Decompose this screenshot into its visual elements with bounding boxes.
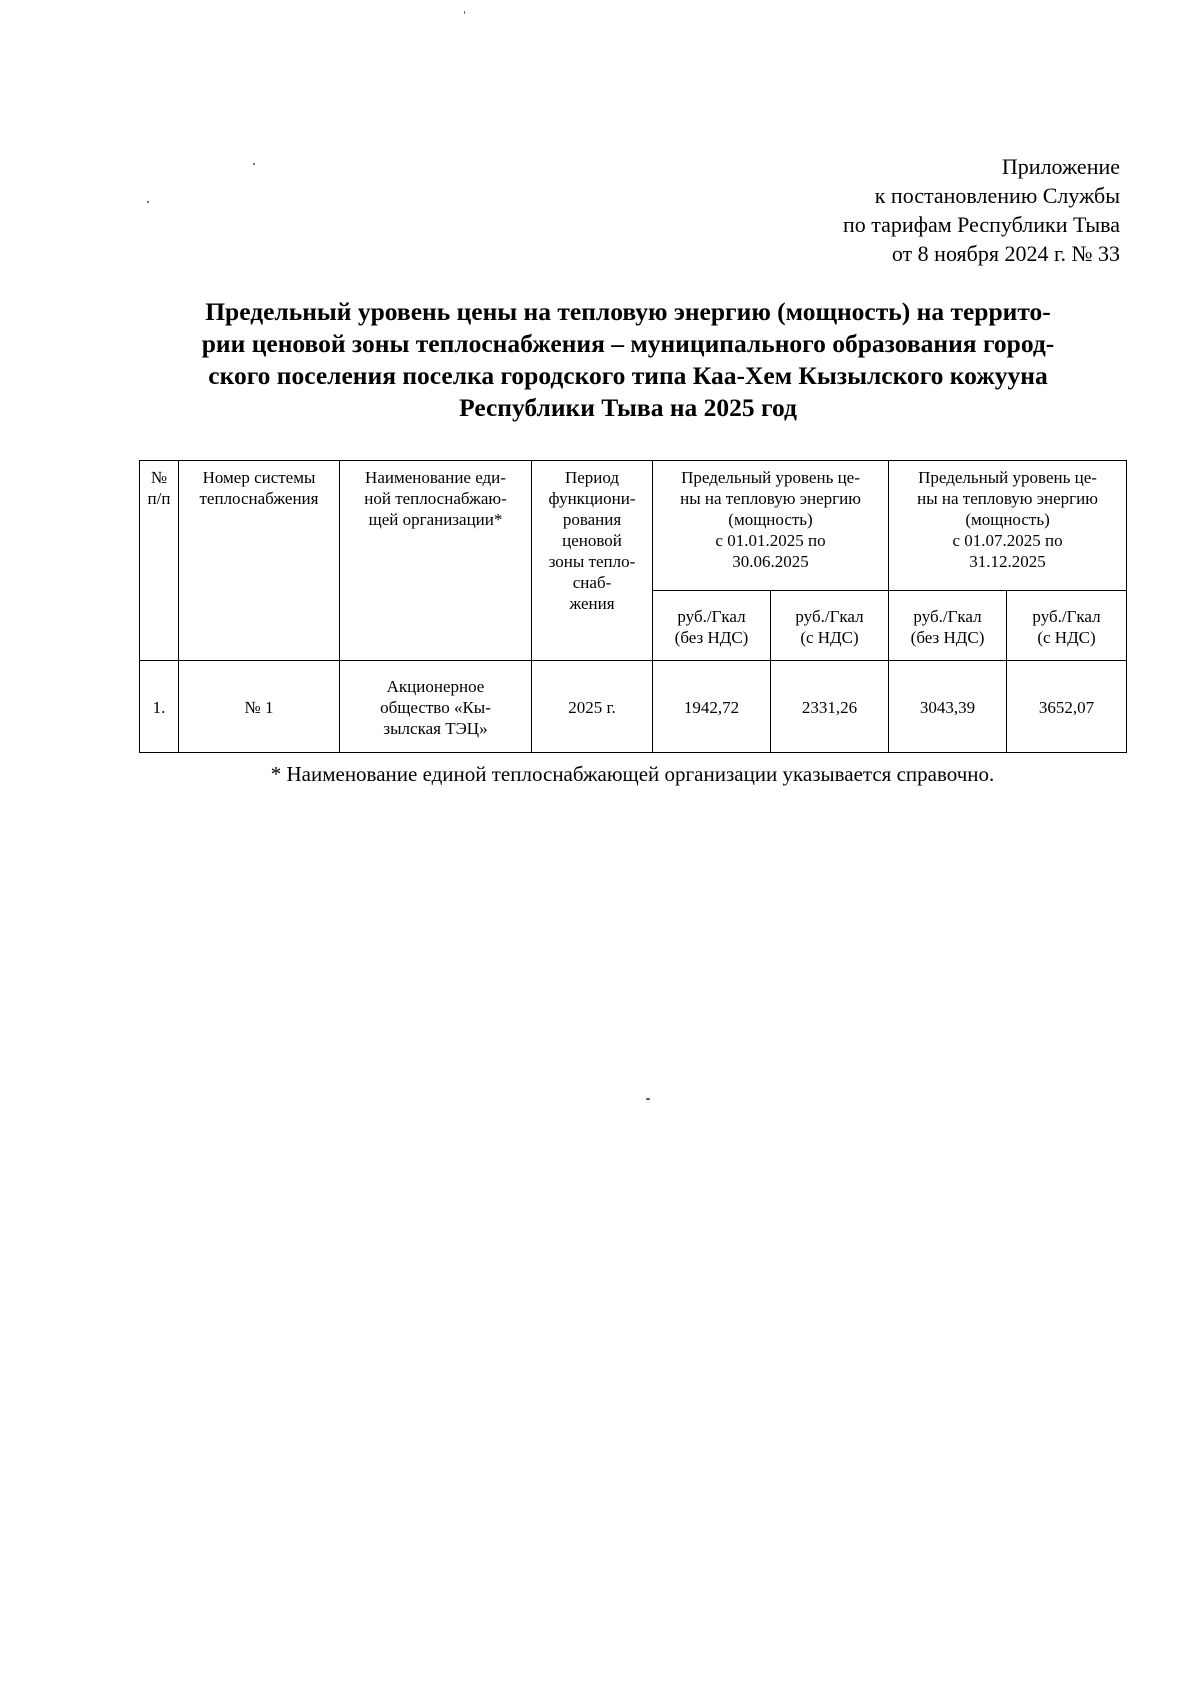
header-limit-h1: Предельный уровень це- ны на тепловую энергию (мощность) с 01.01.2025 по 30.06.2025	[653, 461, 889, 591]
appendix-line: Приложение	[1001, 154, 1120, 179]
scan-speck	[646, 1098, 650, 1100]
table-header-row	[140, 461, 1127, 591]
cell-h1-vat: 2331,26	[771, 661, 889, 753]
title-line: Республики Тыва на 2025 год	[459, 393, 797, 422]
cell-system: № 1	[179, 661, 340, 753]
appendix-block	[843, 152, 1120, 268]
appendix-line: по тарифам Республики Тыва	[843, 212, 1120, 237]
cell-h2-no-vat: 3043,39	[889, 661, 1007, 753]
scan-speck	[147, 201, 149, 203]
title-line: Предельный уровень цены на тепловую энергию (мощность) на террито-	[205, 297, 1051, 326]
cell-period: 2025 г.	[532, 661, 653, 753]
cell-num: 1.	[140, 661, 179, 753]
header-num: № п/п	[140, 461, 179, 661]
header-h1-vat: руб./Гкал (с НДС)	[771, 591, 889, 661]
tariff-table	[139, 460, 1127, 753]
header-h1-no-vat: руб./Гкал (без НДС)	[653, 591, 771, 661]
header-h2-no-vat: руб./Гкал (без НДС)	[889, 591, 1007, 661]
header-limit-h2: Предельный уровень це- ны на тепловую энергию (мощность) с 01.07.2025 по 31.12.2025	[889, 461, 1127, 591]
appendix-line: к постановлению Службы	[874, 183, 1120, 208]
appendix-line: от 8 ноября 2024 г. № 33	[891, 241, 1120, 266]
header-system: Номер системы теплоснабжения	[179, 461, 340, 661]
cell-org: Акционерное общество «Кы- зылская ТЭЦ»	[340, 661, 532, 753]
scan-speck	[253, 163, 255, 165]
header-h2-vat: руб./Гкал (с НДС)	[1007, 591, 1127, 661]
footnote: * Наименование единой теплоснабжающей организации указывается справочно.	[270, 762, 995, 786]
cell-h1-no-vat: 1942,72	[653, 661, 771, 753]
table-row	[140, 661, 1127, 753]
header-org: Наименование еди- ной теплоснабжаю- щей организации*	[340, 461, 532, 661]
scan-speck	[464, 11, 465, 14]
document-title	[150, 296, 1106, 424]
title-line: ского поселения поселка городского типа Каа-Хем Кызылского кожууна	[208, 361, 1048, 390]
header-period: Период функциони- рования ценовой зоны тепло- снаб- жения	[532, 461, 653, 661]
cell-h2-vat: 3652,07	[1007, 661, 1127, 753]
title-line: рии ценовой зоны теплоснабжения – муниципального образования город-	[201, 329, 1055, 358]
